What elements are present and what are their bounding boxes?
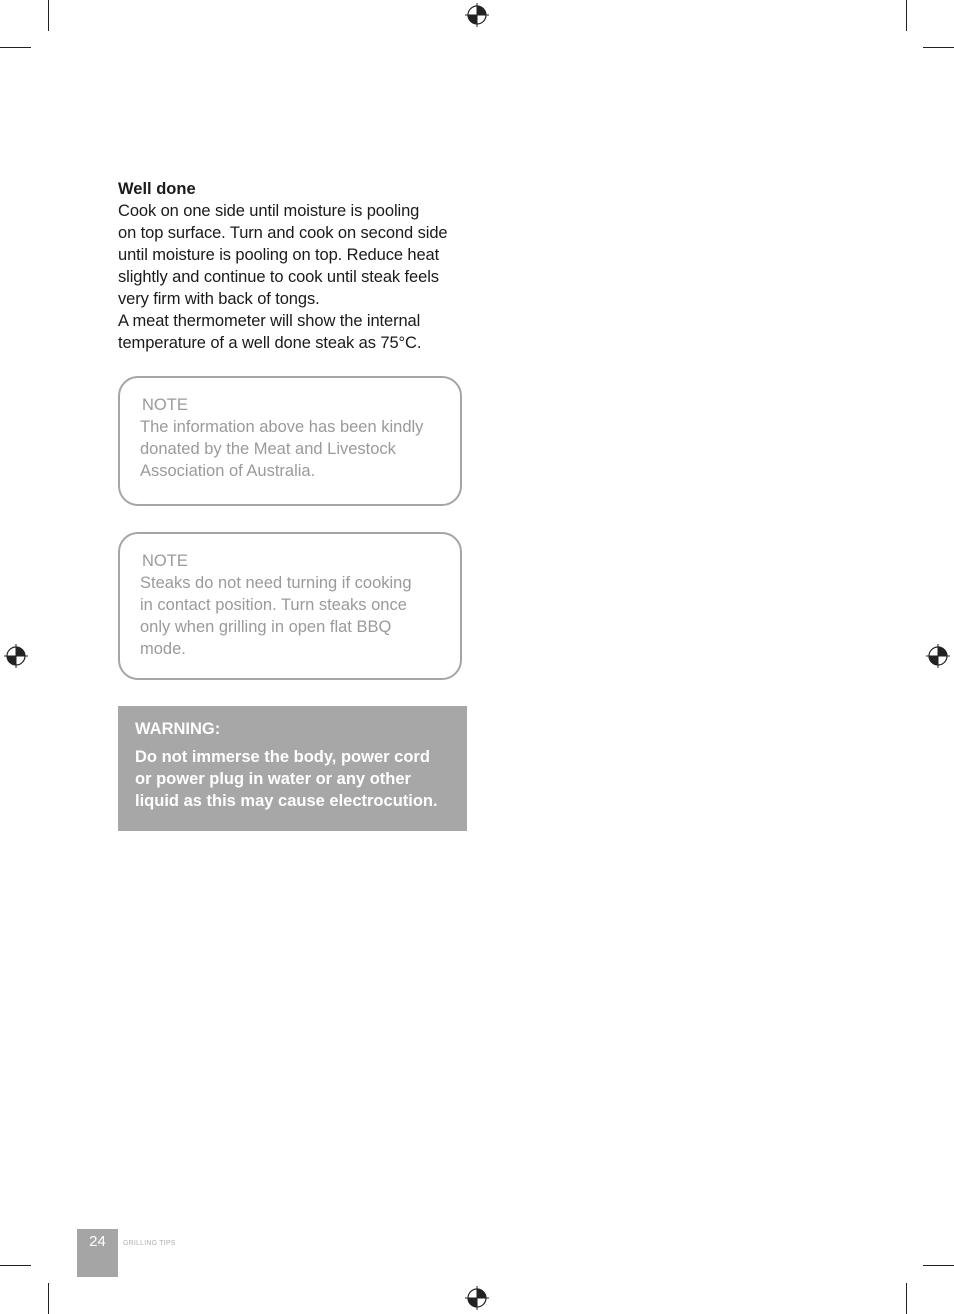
note-box xyxy=(118,532,462,680)
text-line: Steaks do not need turning if cooking xyxy=(140,574,412,592)
section-label: GRILLING TIPS xyxy=(123,1240,176,1247)
thermometer-instructions xyxy=(118,310,468,354)
page-number: 24 xyxy=(77,1229,118,1277)
text-line: A meat thermometer will show the internal xyxy=(118,312,421,330)
crop-mark xyxy=(48,1283,49,1314)
registration-target-icon xyxy=(926,644,950,668)
text-line: slightly and continue to cook until steak feels xyxy=(118,268,439,286)
registration-target-icon xyxy=(465,3,489,27)
note-text xyxy=(140,572,440,660)
warning-title: WARNING: xyxy=(135,720,221,738)
section-heading: Well done xyxy=(118,180,196,198)
text-line: Association of Australia. xyxy=(140,462,316,480)
text-line: very firm with back of tongs. xyxy=(118,290,320,308)
registration-target-icon xyxy=(4,644,28,668)
text-line: mode. xyxy=(140,640,186,658)
registration-target-icon xyxy=(465,1286,489,1310)
crop-mark xyxy=(0,1265,31,1266)
crop-mark xyxy=(48,0,49,31)
text-line: or power plug in water or any other xyxy=(135,770,411,788)
note-label: NOTE xyxy=(142,396,188,414)
crop-mark xyxy=(906,1283,907,1314)
well-done-section xyxy=(118,178,468,354)
text-line: in contact position. Turn steaks once xyxy=(140,596,407,614)
text-line: Cook on one side until moisture is pooling xyxy=(118,202,420,220)
crop-mark xyxy=(0,47,31,48)
text-line: liquid as this may cause electrocution. xyxy=(135,792,438,810)
text-line: on top surface. Turn and cook on second side xyxy=(118,224,448,242)
note-text xyxy=(140,416,440,482)
text-line: temperature of a well done steak as 75°C. xyxy=(118,334,422,352)
crop-mark xyxy=(906,0,907,31)
text-line: Do not immerse the body, power cord xyxy=(135,748,430,766)
warning-text xyxy=(135,746,450,812)
text-line: only when grilling in open flat BBQ xyxy=(140,618,392,636)
cooking-instructions xyxy=(118,200,468,310)
text-line: The information above has been kindly xyxy=(140,418,424,436)
crop-mark xyxy=(923,1265,954,1266)
text-line: donated by the Meat and Livestock xyxy=(140,440,396,458)
warning-box xyxy=(118,706,467,831)
text-line: until moisture is pooling on top. Reduce heat xyxy=(118,246,440,264)
crop-mark xyxy=(923,47,954,48)
note-label: NOTE xyxy=(142,552,188,570)
note-box xyxy=(118,376,462,506)
